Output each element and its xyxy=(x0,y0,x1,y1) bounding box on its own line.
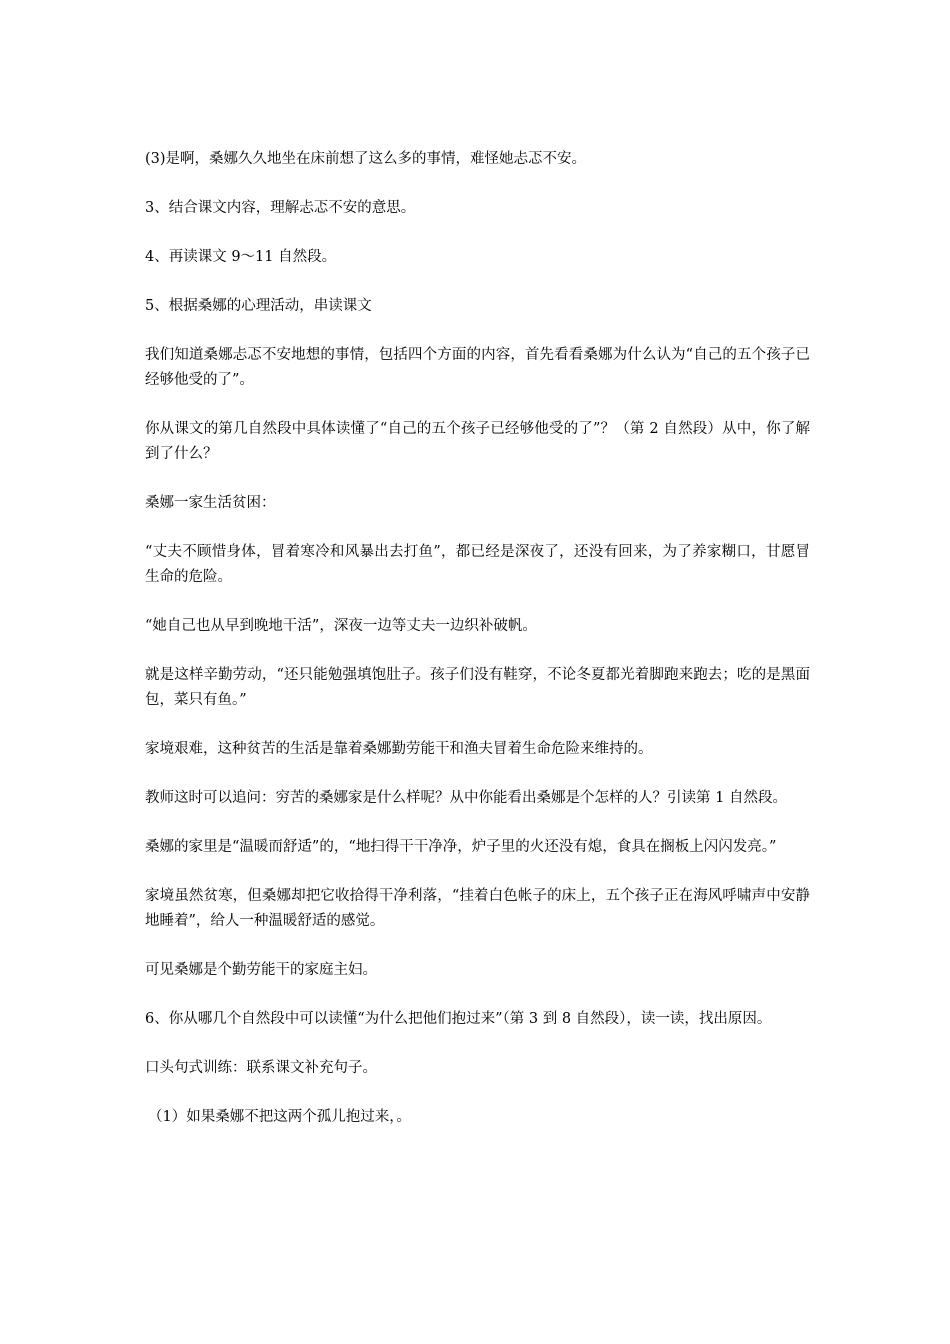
paragraph-teacher-question: 教师这时可以追问：穷苦的桑娜家是什么样呢？从中你能看出桑娜是个怎样的人？引读第 1 自然段。 xyxy=(145,790,787,806)
paragraph-hard-labor: 就是这样辛勤劳动，“还只能勉强填饱肚子。孩子们没有鞋穿，不论冬夏都光着脚跑来跑去；吃的是黑面包，菜只有鱼。” xyxy=(145,667,810,708)
document-body xyxy=(145,147,810,1154)
paragraph-oral-training: 口头句式训练：联系课文补充句子。 xyxy=(145,1060,377,1076)
paragraph-hardship-summary: 家境艰难，这种贫苦的生活是靠着桑娜勤劳能干和渔夫冒着生命危险来维持的。 xyxy=(145,741,653,757)
paragraph-step-5: 5、根据桑娜的心理活动，串读课文 xyxy=(145,298,372,314)
paragraph-husband-fishing: “丈夫不顾惜身体，冒着寒冷和风暴出去打鱼”，都已经是深夜了，还没有回来，为了养家糊口，甘愿冒生命的危险。 xyxy=(145,544,810,585)
paragraph-intro-four-aspects: 我们知道桑娜忐忑不安地想的事情，包括四个方面的内容，首先看看桑娜为什么认为“自己的五个孩子已经够他受的了”。 xyxy=(145,347,810,388)
paragraph-she-works: “她自己也从早到晚地干活”，深夜一边等丈夫一边织补破帆。 xyxy=(145,618,537,634)
paragraph-step-6: 6、你从哪几个自然段中可以读懂“为什么把他们抱过来”（第 3 到 8 自然段），读一读，找出原因。 xyxy=(145,1011,772,1027)
paragraph-warm-home: 桑娜的家里是“温暖而舒适”的，“地扫得干干净净，炉子里的火还没有熄，食具在搁板上闪闪发亮。” xyxy=(145,839,777,855)
paragraph-step-4: 4、再读课文 9～11 自然段。 xyxy=(145,249,337,265)
paragraph-tidy-home: 家境虽然贫寒，但桑娜却把它收拾得干净利落，“挂着白色帐子的床上，五个孩子正在海风呼啸声中安静地睡着”，给人一种温暖舒适的感觉。 xyxy=(145,888,810,929)
paragraph-sentence-1: （1）如果桑娜不把这两个孤儿抱过来，。 xyxy=(148,1109,411,1125)
paragraph-family-poverty: 桑娜一家生活贫困： xyxy=(145,495,276,511)
paragraph-step-3: 3、结合课文内容，理解忐忑不安的意思。 xyxy=(145,200,416,216)
paragraph-conclusion: 可见桑娜是个勤劳能干的家庭主妇。 xyxy=(145,962,377,978)
paragraph-question-which-section: 你从课文的第几自然段中具体读懂了“自己的五个孩子已经够他受的了”？（第 2 自然段）从中，你了解到了什么？ xyxy=(145,421,810,462)
paragraph-reason-3: (3)是啊，桑娜久久地坐在床前想了这么多的事情，难怪她忐忑不安。 xyxy=(145,151,587,167)
